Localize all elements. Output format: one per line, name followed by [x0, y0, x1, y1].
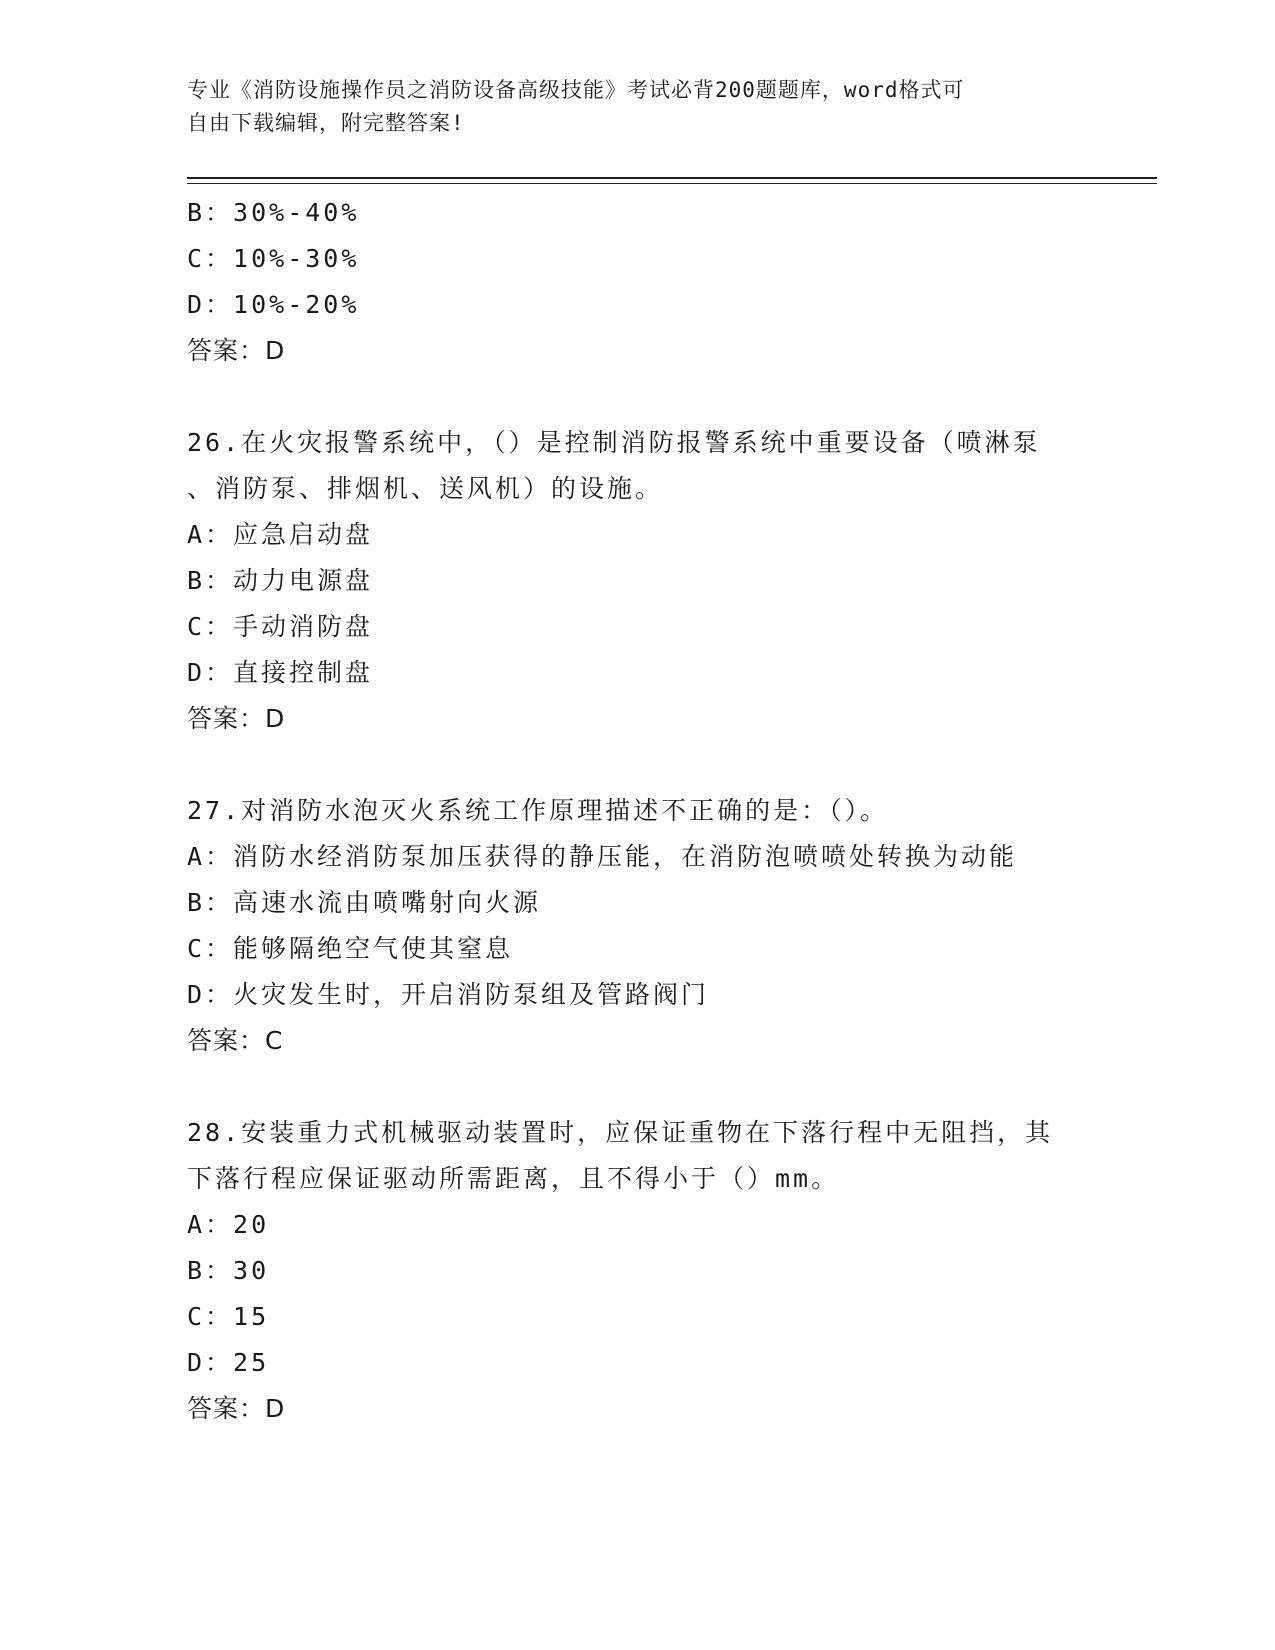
- header-title-line-1: 专业《消防设施操作员之消防设备高级技能》考试必背200题题库，word格式可: [187, 78, 965, 102]
- header-title-line-2: 自由下载编辑，附完整答案!: [187, 111, 465, 135]
- question-stem-line-1: 26.在火灾报警系统中，（）是控制消防报警系统中重要设备（喷淋泵: [187, 428, 1041, 457]
- question-27: [187, 788, 1087, 1064]
- question-28: [187, 1110, 1087, 1432]
- option-b: B：30: [187, 1256, 270, 1285]
- header-divider-thick: [187, 177, 1157, 179]
- question-stem-line-1: 28.安装重力式机械驱动装置时，应保证重物在下落行程中无阻挡，其: [187, 1118, 1054, 1147]
- question-stem: 27.对消防水泡灭火系统工作原理描述不正确的是：（）。: [187, 796, 889, 825]
- option-d: D：火灾发生时，开启消防泵组及管路阀门: [187, 980, 710, 1009]
- option-b: B：高速水流由喷嘴射向火源: [187, 888, 542, 917]
- answer-line: 答案：D: [187, 1394, 286, 1423]
- option-c: C：能够隔绝空气使其窒息: [187, 934, 514, 963]
- option-b: B：动力电源盘: [187, 566, 374, 595]
- header-divider-thin: [187, 183, 1157, 184]
- option-a: A：20: [187, 1210, 270, 1239]
- option-c: C：10%-30%: [187, 244, 360, 273]
- question-spacer: [187, 374, 1087, 420]
- question-spacer: [187, 1064, 1087, 1110]
- option-c: C：15: [187, 1302, 270, 1331]
- option-d: D：10%-20%: [187, 290, 360, 319]
- option-d: D：直接控制盘: [187, 658, 374, 687]
- option-a: A：消防水经消防泵加压获得的静压能，在消防泡喷喷处转换为动能: [187, 842, 1018, 871]
- option-c: C：手动消防盘: [187, 612, 374, 641]
- answer-line: 答案：D: [187, 704, 286, 733]
- question-list: [187, 190, 1087, 1432]
- answer-line: 答案：D: [187, 336, 286, 365]
- answer-line: 答案：C: [187, 1026, 284, 1055]
- document-header: [187, 74, 1067, 140]
- question-26: [187, 420, 1087, 742]
- question-stem-line-2: 下落行程应保证驱动所需距离，且不得小于（）mm。: [187, 1164, 840, 1193]
- question-spacer: [187, 742, 1087, 788]
- question-25-continued: [187, 190, 1087, 374]
- option-a: A：应急启动盘: [187, 520, 374, 549]
- option-b: B：30%-40%: [187, 198, 360, 227]
- option-d: D：25: [187, 1348, 270, 1377]
- question-stem-line-2: 、消防泵、排烟机、送风机）的设施。: [187, 474, 664, 503]
